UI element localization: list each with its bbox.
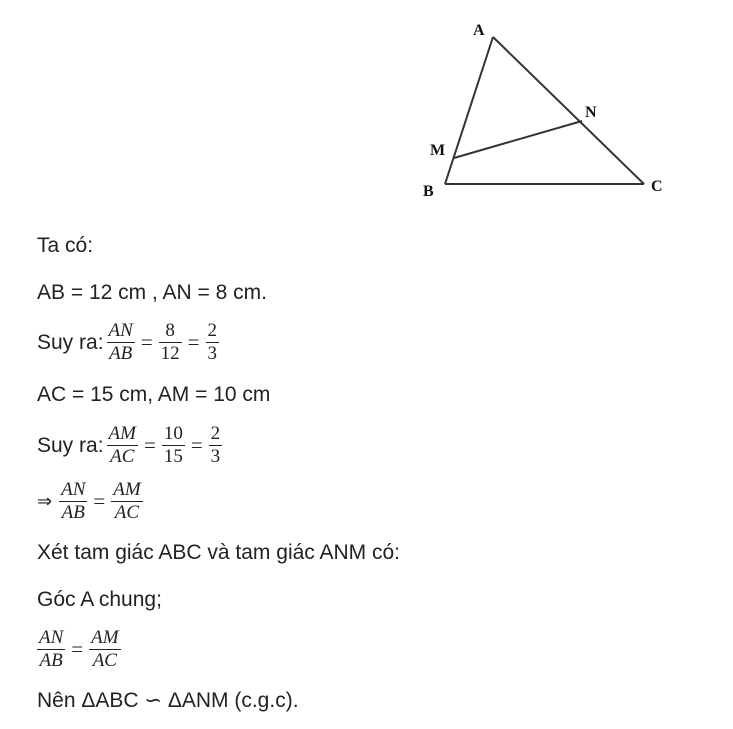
numerator: AM	[113, 479, 141, 500]
denominator: 3	[207, 343, 217, 364]
equals-sign: =	[190, 433, 203, 457]
denominator: AC	[92, 650, 117, 671]
line-ab-an: AB = 12 cm , AN = 8 cm.	[37, 281, 267, 304]
line-ratio-equal	[37, 627, 124, 672]
numerator: AM	[91, 627, 119, 648]
numerator: AN	[39, 627, 64, 648]
equals-sign: =	[93, 489, 106, 513]
numerator: AN	[108, 320, 133, 341]
line-ratio-an-ab	[37, 320, 222, 365]
numerator: 2	[210, 423, 221, 444]
side-ab	[445, 37, 493, 184]
suy-ra-label: Suy ra:	[37, 330, 104, 354]
denominator: 15	[163, 446, 183, 467]
equals-sign: =	[71, 637, 84, 661]
equals-sign: =	[140, 330, 153, 354]
equals-sign: =	[143, 433, 156, 457]
vertex-label-m: M	[430, 142, 446, 159]
vertex-label-c: C	[651, 178, 663, 195]
numerator: 2	[207, 320, 217, 341]
denominator: 3	[210, 446, 221, 467]
line-goc-a-chung: Góc A chung;	[37, 588, 162, 611]
fraction	[107, 423, 138, 468]
fraction	[111, 479, 142, 524]
numerator: AM	[108, 423, 136, 444]
numerator: 10	[163, 423, 183, 444]
fraction	[162, 423, 185, 468]
equals-sign: =	[187, 330, 200, 354]
vertex-label-n: N	[585, 104, 597, 121]
fraction	[89, 627, 120, 672]
line-ac-am: AC = 15 cm, AM = 10 cm	[37, 383, 271, 406]
denominator: AB	[109, 343, 133, 364]
suy-ra-label: Suy ra:	[37, 433, 104, 457]
line-implies	[37, 479, 146, 524]
side-ac	[493, 37, 644, 184]
line-ta-co: Ta có:	[37, 234, 94, 257]
numerator: AN	[61, 479, 86, 500]
fraction	[206, 320, 220, 365]
line-xet-tam-giac: Xét tam giác ABC và tam giác ANM có:	[37, 541, 400, 564]
vertex-label-a: A	[473, 22, 485, 39]
denominator: AC	[110, 446, 135, 467]
denominator: AC	[114, 502, 140, 523]
line-conclusion: Nên ΔABC ∽ ΔANM (c.g.c).	[37, 689, 299, 712]
triangle-figure	[0, 0, 733, 215]
fraction	[59, 479, 87, 524]
implies-arrow: ⇒	[37, 491, 53, 512]
segment-mn	[454, 121, 582, 158]
vertex-label-b: B	[423, 183, 434, 200]
denominator: AB	[61, 502, 85, 523]
denominator: AB	[39, 650, 63, 671]
denominator: 12	[160, 343, 180, 364]
fraction	[159, 320, 182, 365]
fraction	[209, 423, 223, 468]
fraction	[37, 627, 65, 672]
line-ratio-am-ac	[37, 423, 225, 468]
numerator: 8	[165, 320, 175, 341]
fraction	[107, 320, 135, 365]
